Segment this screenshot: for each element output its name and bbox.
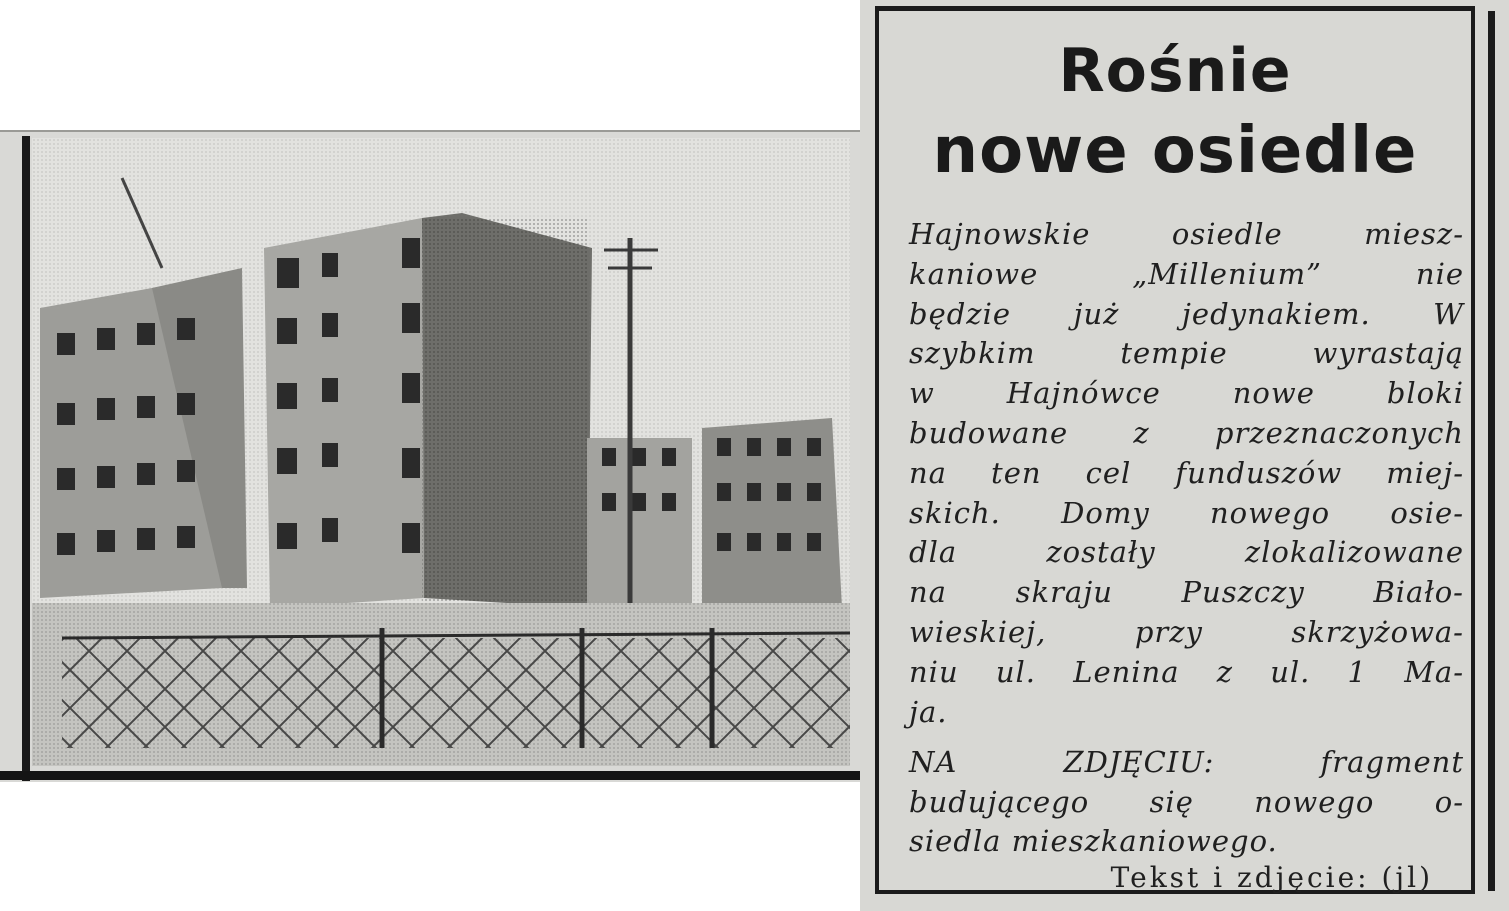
body-line: dla zostały zlokalizowane	[909, 535, 1464, 570]
bottom-rule	[0, 771, 30, 780]
article-frame	[875, 6, 1475, 894]
body-line: skich. Domy nowego osie-	[909, 495, 1464, 530]
caption-line: NA ZDJĘCIU: fragment	[909, 745, 1464, 779]
headline-line: nowe osiedle	[932, 114, 1418, 188]
construction-photo	[32, 138, 850, 766]
body-line: ja.	[909, 694, 948, 729]
body-line: budowane z przeznaczonych	[909, 415, 1464, 450]
photo-illustration	[32, 138, 850, 766]
body-line: w Hajnówce nowe bloki	[909, 376, 1464, 411]
caption-line: budującego się nowego o-	[909, 784, 1464, 819]
photo-caption	[909, 743, 1464, 862]
column-rule	[1488, 11, 1495, 891]
article-clipping	[860, 0, 1509, 911]
body-line: Hajnowskie osiedle miesz-	[909, 217, 1464, 251]
body-line: kaniowe „Millenium” nie	[909, 256, 1464, 291]
article-credit: Tekst i zdjęcie: (jl)	[1110, 861, 1433, 894]
photo-clipping	[0, 130, 860, 782]
body-line: na ten cel funduszów miej-	[909, 455, 1464, 490]
headline-line: Rośnie	[1058, 36, 1292, 106]
caption-line: siedla mieszkaniowego.	[909, 824, 1278, 858]
column-rule	[22, 136, 30, 781]
body-line: wieskiej, przy skrzyżowa-	[909, 614, 1464, 649]
body-line: niu ul. Lenina z ul. 1 Ma-	[909, 654, 1464, 689]
body-line: będzie już jedynakiem. W	[909, 296, 1464, 331]
body-line: szybkim tempie wyrastają	[909, 336, 1464, 371]
article-headline	[879, 33, 1471, 193]
article-body	[909, 215, 1464, 732]
body-line: na skraju Puszczy Biało-	[909, 575, 1464, 610]
bottom-rule	[30, 771, 860, 780]
